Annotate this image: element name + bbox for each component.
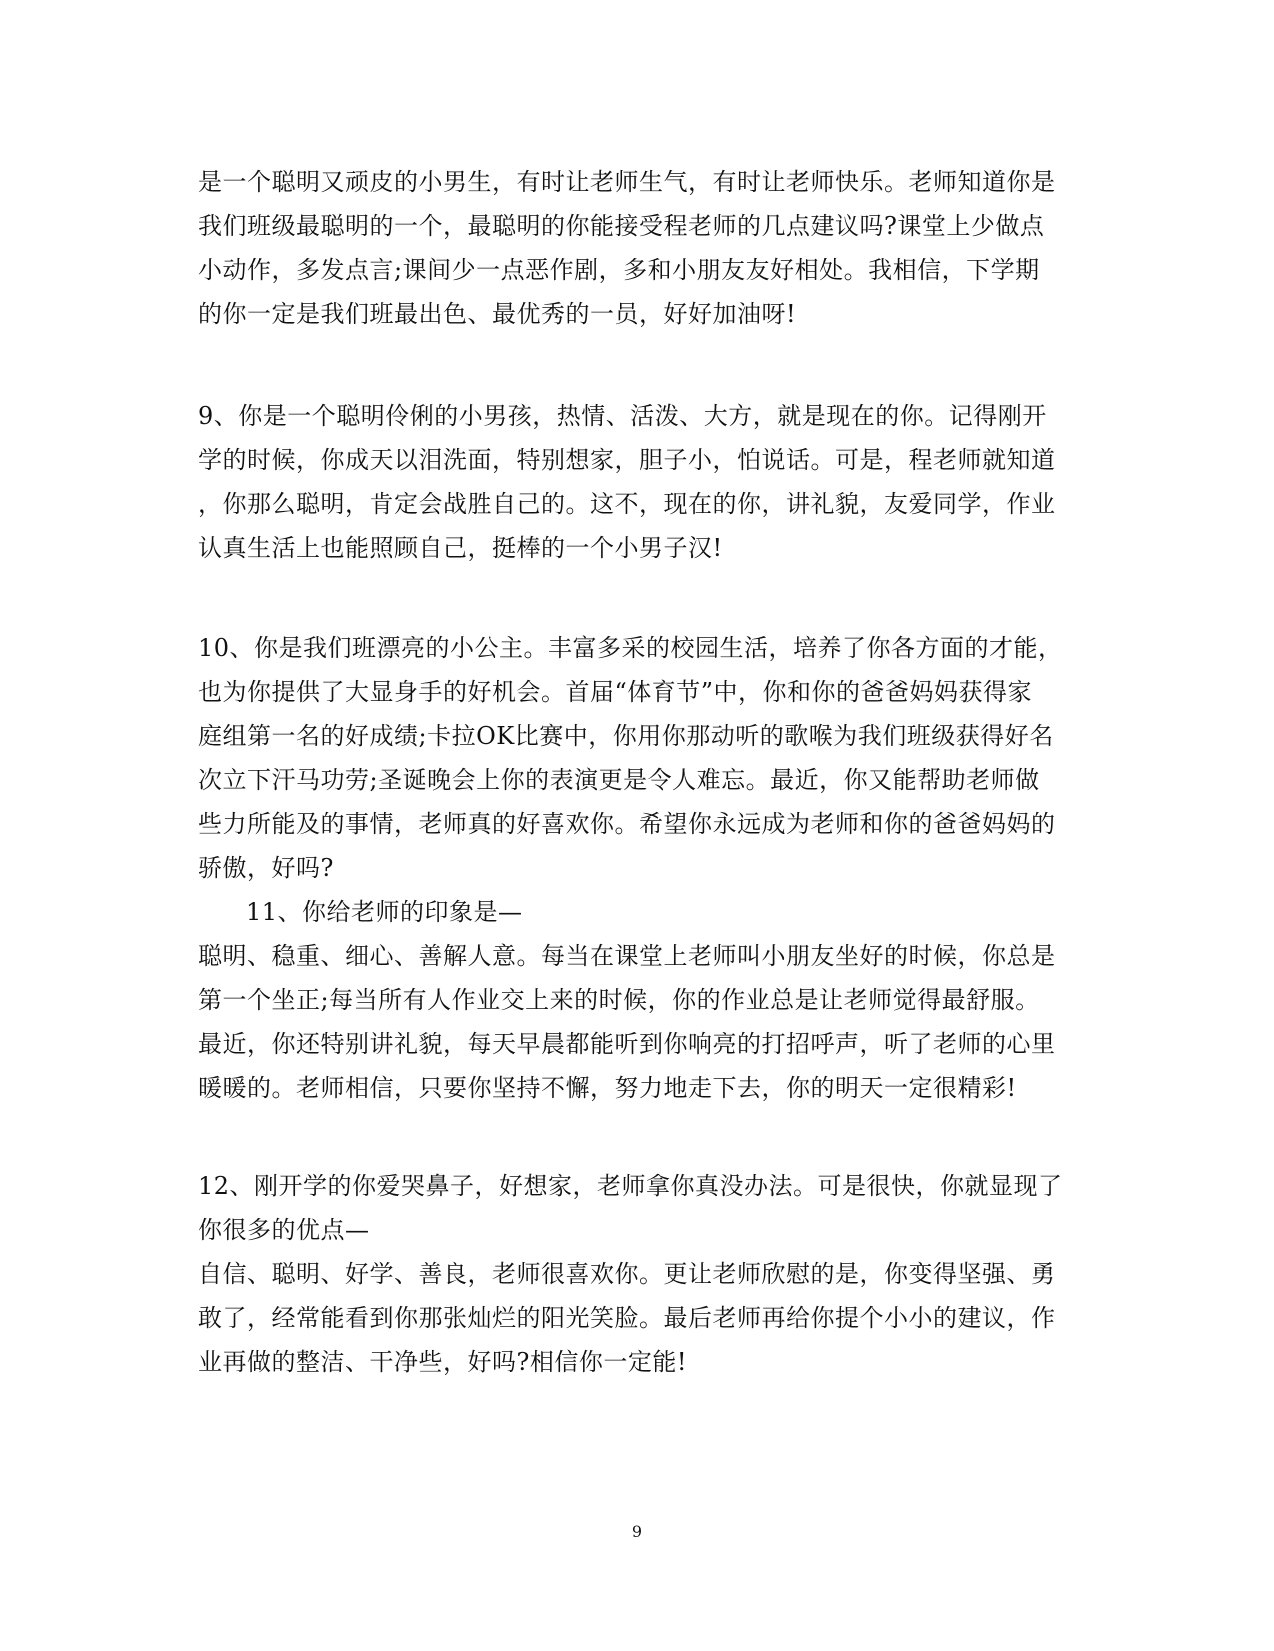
text-line: 业再做的整洁、干净些，好吗?相信你一定能! (198, 1348, 688, 1376)
text-line: 12、刚开学的你爱哭鼻子，好想家，老师拿你真没办法。可是很快，你就显现了 (198, 1172, 1063, 1200)
text-line: 10、你是我们班漂亮的小公主。丰富多采的校园生活，培养了你各方面的才能， (198, 634, 1063, 662)
text-line: 我们班级最聪明的一个，最聪明的你能接受程老师的几点建议吗?课堂上少做点 (198, 212, 1045, 240)
text-line: 9、你是一个聪明伶俐的小男孩，热情、活泼、大方，就是现在的你。记得刚开 (198, 402, 1047, 430)
text-line: 自信、聪明、好学、善良，老师很喜欢你。更让老师欣慰的是，你变得坚强、勇 (198, 1260, 1056, 1288)
text-line: 聪明、稳重、细心、善解人意。每当在课堂上老师叫小朋友坐好的时候，你总是 (198, 942, 1056, 970)
text-line: 骄傲，好吗? (198, 854, 334, 882)
text-line: 些力所能及的事情，老师真的好喜欢你。希望你永远成为老师和你的爸爸妈妈的 (198, 810, 1056, 838)
text-line: 也为你提供了大显身手的好机会。首届“体育节”中，你和你的爸爸妈妈获得家 (198, 678, 1033, 706)
text-line: 小动作，多发点言;课间少一点恶作剧，多和小朋友友好相处。我相信，下学期 (198, 256, 1040, 284)
text-line: 敢了，经常能看到你那张灿烂的阳光笑脸。最后老师再给你提个小小的建议，作 (198, 1304, 1056, 1332)
text-line: ，你那么聪明，肯定会战胜自己的。这不，现在的你，讲礼貌，友爱同学，作业 (198, 490, 1056, 518)
text-line: 最近，你还特别讲礼貌，每天早晨都能听到你响亮的打招呼声，听了老师的心里 (198, 1030, 1056, 1058)
text-line: 的你一定是我们班最出色、最优秀的一员，好好加油呀! (198, 300, 797, 328)
text-line: 学的时候，你成天以泪洗面，特别想家，胆子小，怕说话。可是，程老师就知道 (198, 446, 1056, 474)
text-line: 第一个坐正;每当所有人作业交上来的时候，你的作业总是让老师觉得最舒服。 (198, 986, 1040, 1014)
page-number: 9 (631, 1522, 643, 1541)
text-line: 认真生活上也能照顾自己，挺棒的一个小男子汉! (198, 534, 723, 562)
text-line: 庭组第一名的好成绩;卡拉OK比赛中，你用你那动听的歌喉为我们班级获得好名 (198, 722, 1054, 750)
text-line: 次立下汗马功劳;圣诞晚会上你的表演更是令人难忘。最近，你又能帮助老师做 (198, 766, 1040, 794)
text-line: 11、你给老师的印象是— (246, 898, 523, 926)
text-line: 你很多的优点— (198, 1216, 370, 1244)
text-line: 暖暖的。老师相信，只要你坚持不懈，努力地走下去，你的明天一定很精彩! (198, 1074, 1017, 1102)
text-line: 是一个聪明又顽皮的小男生，有时让老师生气，有时让老师快乐。老师知道你是 (198, 168, 1056, 196)
